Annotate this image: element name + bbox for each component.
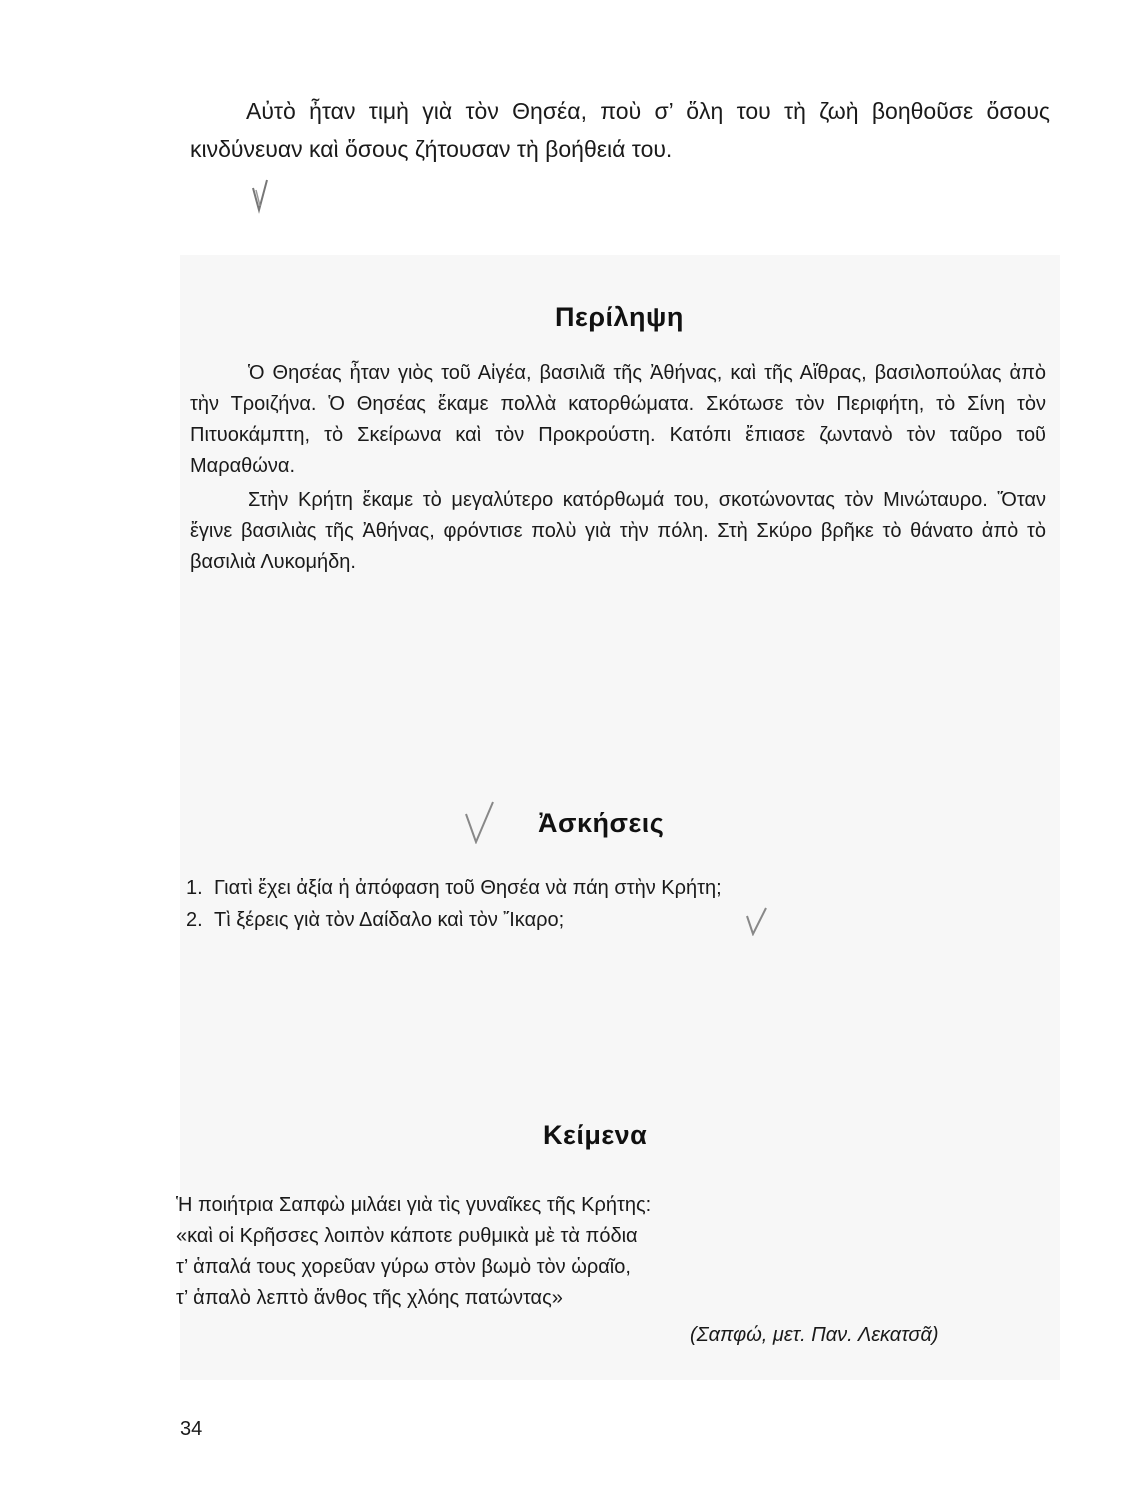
list-item: [186, 872, 722, 904]
summary-heading: Περίληψη: [555, 302, 684, 332]
checkmark-icon: [744, 906, 768, 936]
summary-paragraph: Στὴν Κρήτη ἔκαμε τὸ μεγαλύτερο κατόρθωμά του, σκοτώνοντας τὸν Μινώταυρο. Ὅταν ἔγινε βασιλιὰς τῆς Ἀθήνας, φρόντισε πολὺ γιὰ τὴν πόλη. Στὴ Σκύρο βρῆκε τὸ θάνατο ἀπὸ τὸ βασιλιὰ Λυκομήδη.: [190, 489, 1046, 573]
exercises-heading: Ἀσκήσεις: [538, 808, 665, 838]
attribution: (Σαπφώ, μετ. Παν. Λεκατσᾶ): [690, 1324, 939, 1346]
text-line: τ’ ἁπαλά τους χορεῦαν γύρω στὸν βωμὸ τὸν ὡραῖο,: [176, 1256, 631, 1278]
page-number: 34: [180, 1418, 203, 1440]
checkmark-icon: [462, 800, 496, 844]
summary-paragraph: Ὁ Θησέας ἦταν γιὸς τοῦ Αἰγέα, βασιλιᾶ τῆς Ἀθήνας, καὶ τῆς Αἴθρας, βασιλοπούλας ἀπὸ τὴν Τροιζήνα. Ὁ Θησέας ἔκαμε πολλὰ κατορθώματα. Σκότωσε τὸν Περιφήτη, τὸ Σίνη τὸν Πιτυοκάμπτη, τὸ Σκείρωνα καὶ τὸν Προκρούστη. Κατόπι ἔπιασε ζωντανὸ τὸν ταῦρο τοῦ Μαραθώνα.: [190, 362, 1046, 477]
checkmark-icon: [250, 178, 270, 214]
text-line: τ’ ἁπαλὸ λεπτὸ ἄνθος τῆς χλόης πατώντας»: [176, 1287, 563, 1309]
exercises-list: [186, 872, 722, 936]
item-number: 1.: [186, 877, 203, 899]
item-text: Γιατὶ ἔχει ἀξία ἡ ἀπόφαση τοῦ Θησέα νὰ πάη στὴν Κρήτη;: [214, 877, 722, 899]
summary-section: [190, 358, 1046, 581]
quoted-text: [176, 1190, 1036, 1314]
text-line: Ἡ ποιήτρια Σαπφὼ μιλάει γιὰ τὶς γυναῖκες τῆς Κρήτης:: [176, 1194, 652, 1216]
item-text: Τὶ ξέρεις γιὰ τὸν Δαίδαλο καὶ τὸν Ἴκαρο;: [214, 909, 565, 931]
texts-heading: Κείμενα: [543, 1120, 648, 1150]
list-item: [186, 904, 722, 936]
intro-paragraph: Αὐτὸ ἦταν τιμὴ γιὰ τὸν Θησέα, ποὺ σ’ ὅλη του τὴ ζωὴ βοηθοῦσε ὅσους κινδύνευαν καὶ ὅσους ζήτουσαν τὴ βοήθειά του.: [190, 98, 1050, 162]
text-line: «καὶ οἱ Κρῆσσες λοιπὸν κάποτε ρυθμικὰ μὲ τὰ πόδια: [176, 1225, 638, 1247]
item-number: 2.: [186, 909, 203, 931]
